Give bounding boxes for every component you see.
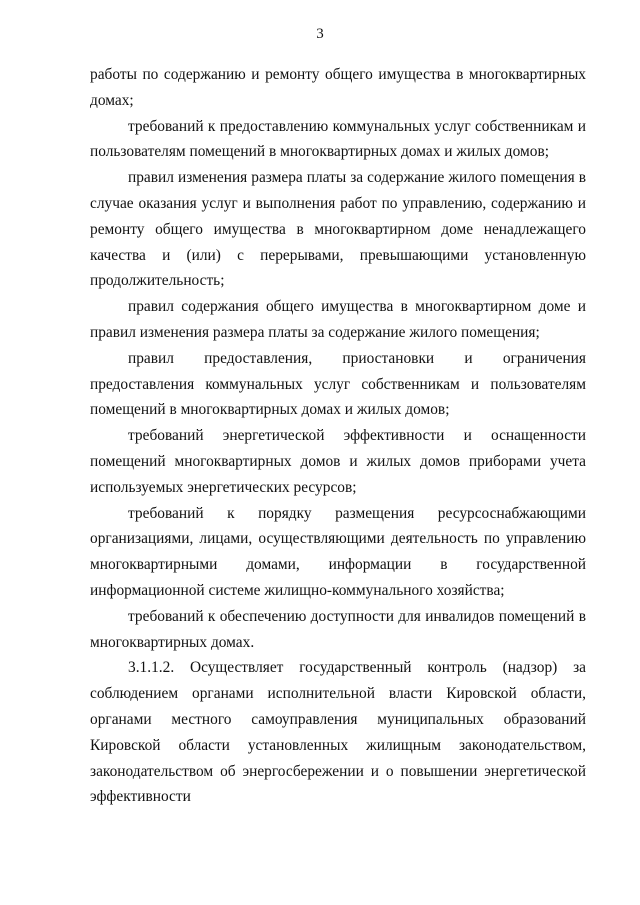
paragraph-utility-provision-rules: правил предоставления, приостановки и ограничения предоставления коммунальных услуг собственникам и пользователям помещений в многоквартирных домах и жилых домов; [90, 349, 586, 419]
paragraph-common-property-rules: правил содержания общего имущества в многоквартирном доме и правил изменения размера платы за содержание жилого помещения; [90, 298, 586, 341]
paragraph-accessibility-requirements: требований к обеспечению доступности для инвалидов помещений в многоквартирных домах. [90, 607, 586, 651]
paragraph-continuation: работы по содержанию и ремонту общего имущества в многоквартирных домах; [90, 66, 586, 109]
page-number: 3 [316, 26, 324, 42]
paragraph-utility-services-requirements: требований к предоставлению коммунальных услуг собственникам и пользователям помещений в многоквартирных домах и жилых домов; [90, 117, 586, 161]
paragraph-energy-efficiency-requirements: требований энергетической эффективности и оснащенности помещений многоквартирных домов и жилых домов приборами учета используемых энергетических ресурсов; [90, 427, 586, 496]
paragraph-payment-change-rules: правил изменения размера платы за содержание жилого помещения в случае оказания услуг и выполнения работ по управлению, содержанию и ремонту общего имущества в многоквартирном доме ненадлежащего качества и (или) с перерывами, превышающими установленную продолжительность; [90, 169, 586, 290]
paragraph-information-disclosure-requirements: требований к порядку размещения ресурсоснабжающими организациями, лицами, осуществляющими деятельность по управлению многоквартирными домами, информации в государственной информационной системе жилищно-коммунального хозяйства; [90, 504, 586, 599]
paragraph-section-3-1-1-2: 3.1.1.2. Осуществляет государственный контроль (надзор) за соблюдением органами исполнительной власти Кировской области, органами местного самоуправления муниципальных образований Кировской области установленных жилищным законодательством, законодательством об энергосбережении и о повышении энергетической эффективности [90, 659, 586, 806]
document-body [90, 62, 586, 810]
